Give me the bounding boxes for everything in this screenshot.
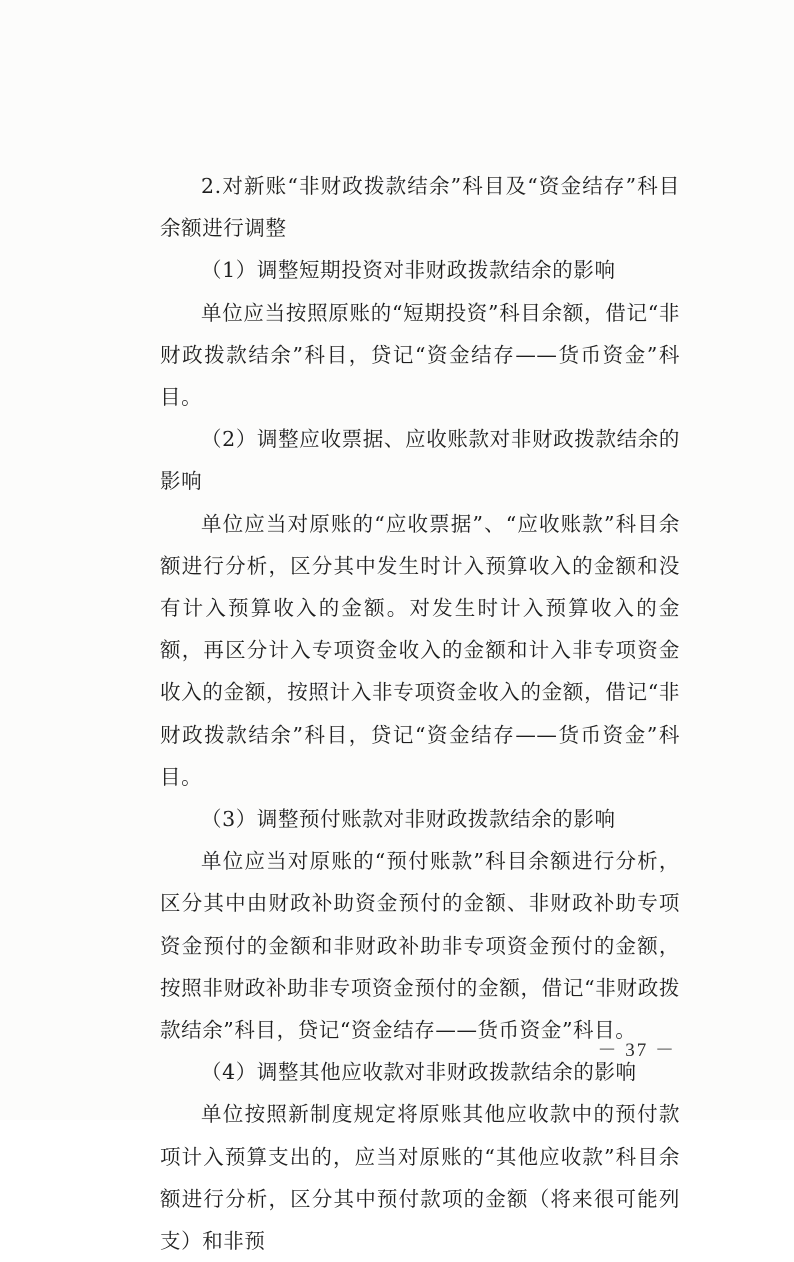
- subsection-heading-3: （3）调整预付账款对非财政拨款结余的影响: [201, 807, 616, 832]
- subsection-heading-1: （1）调整短期投资对非财政拨款结余的影响: [201, 258, 616, 283]
- body-paragraph-1: 单位应当按照原账的“短期投资”科目余额，借记“非财政拨款结余”科目，贷记“资金结存——货币资金”科目。: [160, 300, 680, 410]
- page-number: － 37 －: [597, 1040, 676, 1061]
- subsection-heading-2: （2）调整应收票据、应收账款对非财政拨款结余的影响: [160, 427, 680, 494]
- body-paragraph-3: 单位应当对原账的“预付账款”科目余额进行分析，区分其中由财政补助资金预付的金额、非财政补助专项资金预付的金额和非财政补助非专项资金预付的金额，按照非财政补助非专项资金预付的金额，借记“非财政拨款结余”科目，贷记“资金结存——货币资金”科目。: [160, 849, 680, 1043]
- body-text: [160, 165, 680, 1262]
- subsection-heading-4: （4）调整其他应收款对非财政拨款结余的影响: [201, 1060, 637, 1085]
- body-paragraph-2: 单位应当对原账的“应收票据”、“应收账款”科目余额进行分析，区分其中发生时计入预算收入的金额和没有计入预算收入的金额。对发生时计入预算收入的金额，再区分计入专项资金收入的金额和计入非专项资金收入的金额，按照计入非专项资金收入的金额，借记“非财政拨款结余”科目，贷记“资金结存——货币资金”科目。: [160, 511, 680, 789]
- section-heading: 2.对新账“非财政拨款结余”科目及“资金结存”科目余额进行调整: [160, 174, 680, 241]
- body-paragraph-4: 单位按照新制度规定将原账其他应收款中的预付款项计入预算支出的，应当对原账的“其他应收款”科目余额进行分析，区分其中预付款项的金额（将来很可能列支）和非预: [160, 1102, 680, 1254]
